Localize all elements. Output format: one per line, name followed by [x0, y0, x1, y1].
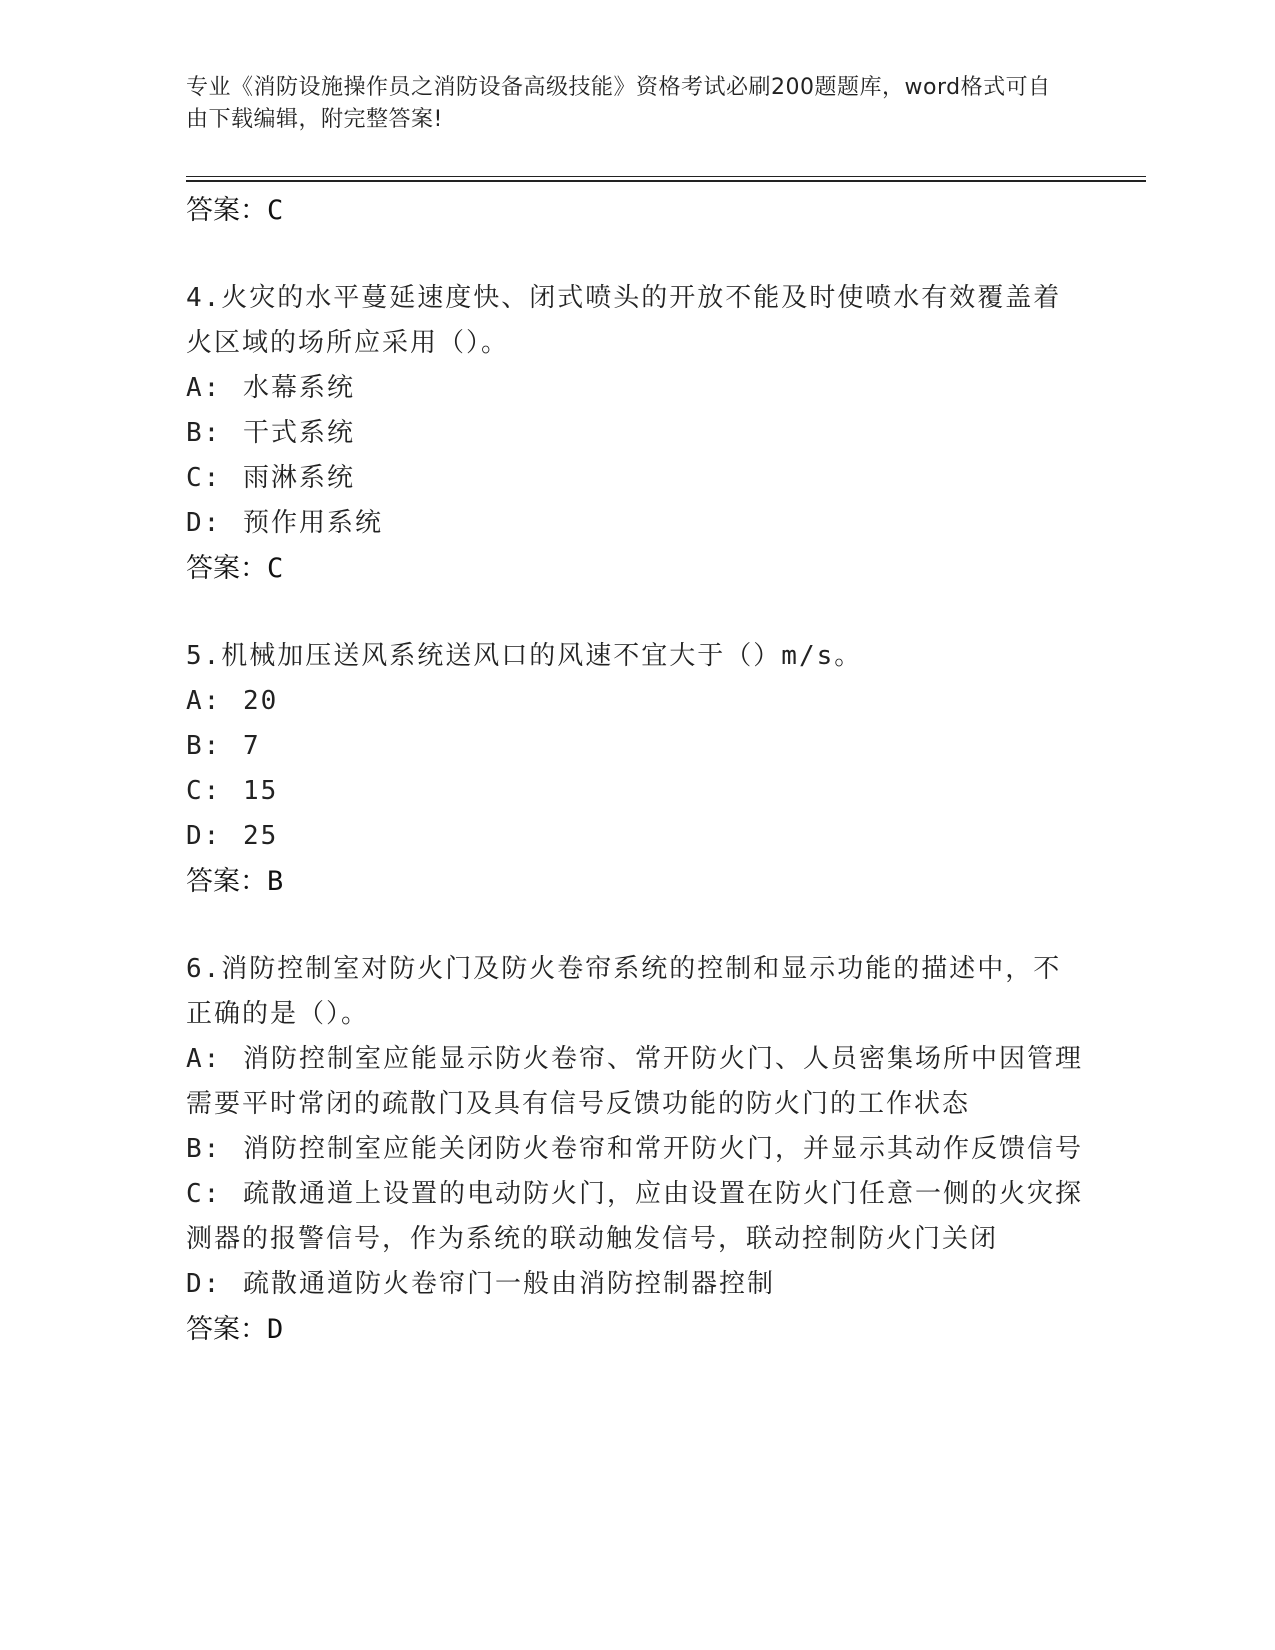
option-text: 15: [242, 776, 279, 806]
option-key: B:: [186, 418, 222, 448]
option-text: 水幕系统: [242, 373, 355, 403]
option-key: A:: [186, 686, 222, 716]
answer-line: [186, 546, 1086, 592]
option-text: 消防控制室应能关闭防火卷帘和常开防火门，并显示其动作反馈信号: [242, 1134, 1083, 1164]
option-key: B:: [186, 731, 222, 761]
answer-line: [186, 1307, 1086, 1353]
option-d: [186, 501, 1086, 546]
option-key: A:: [186, 1044, 222, 1074]
answer-value: B: [267, 866, 284, 897]
option-b: [186, 411, 1086, 456]
option-text: 25: [242, 821, 279, 851]
option-text: 干式系统: [242, 418, 355, 448]
option-text: 消防控制室应能显示防火卷帘、常开防火门、人员密集场所中因管理需要平时常闭的疏散门及具有信号反馈功能的防火门的工作状态: [186, 1044, 1083, 1119]
answer-label: 答案：: [186, 866, 267, 897]
option-a: [186, 1037, 1086, 1127]
option-c: [186, 1172, 1086, 1262]
option-b: [186, 724, 1086, 769]
header-title: 专业《消防设施操作员之消防设备高级技能》资格考试必刷200题题库，word格式可自由下载编辑，附完整答案!: [186, 75, 1051, 132]
answer-label: 答案：: [186, 195, 267, 226]
option-d: [186, 1262, 1086, 1307]
document-header: [186, 72, 1066, 136]
option-text: 7: [242, 731, 261, 761]
question-stem: 5.机械加压送风系统送风口的风速不宜大于（）m/s。: [186, 641, 863, 671]
option-key: C:: [186, 776, 222, 806]
question-list: [186, 188, 1086, 1353]
question-4: [186, 276, 1086, 592]
answer-line: [186, 188, 1086, 234]
option-key: D:: [186, 821, 222, 851]
option-a: [186, 366, 1086, 411]
option-key: C:: [186, 1179, 222, 1209]
option-key: D:: [186, 508, 222, 538]
answer-label: 答案：: [186, 1314, 267, 1345]
header-divider-thick: [186, 180, 1146, 182]
option-key: C:: [186, 463, 222, 493]
option-text: 预作用系统: [242, 508, 383, 538]
question-5: [186, 634, 1086, 905]
question-stem: 4.火灾的水平蔓延速度快、闭式喷头的开放不能及时使喷水有效覆盖着火区域的场所应采用（）。: [186, 283, 1062, 358]
option-key: D:: [186, 1269, 222, 1299]
header-divider-thin: [186, 176, 1146, 177]
option-text: 疏散通道防火卷帘门一般由消防控制器控制: [242, 1269, 775, 1299]
answer-value: C: [267, 553, 284, 584]
answer-line: [186, 859, 1086, 905]
option-c: [186, 456, 1086, 501]
answer-label: 答案：: [186, 553, 267, 584]
answer-value: D: [267, 1314, 284, 1345]
question-stem: 6.消防控制室对防火门及防火卷帘系统的控制和显示功能的描述中，不正确的是（）。: [186, 954, 1062, 1029]
option-d: [186, 814, 1086, 859]
option-text: 雨淋系统: [242, 463, 355, 493]
option-key: A:: [186, 373, 222, 403]
option-text: 疏散通道上设置的电动防火门，应由设置在防火门任意一侧的火灾探测器的报警信号，作为系统的联动触发信号，联动控制防火门关闭: [186, 1179, 1083, 1254]
option-key: B:: [186, 1134, 222, 1164]
question-6: [186, 947, 1086, 1353]
option-c: [186, 769, 1086, 814]
option-a: [186, 679, 1086, 724]
option-b: [186, 1127, 1086, 1172]
option-text: 20: [242, 686, 279, 716]
answer-value: C: [267, 195, 284, 226]
